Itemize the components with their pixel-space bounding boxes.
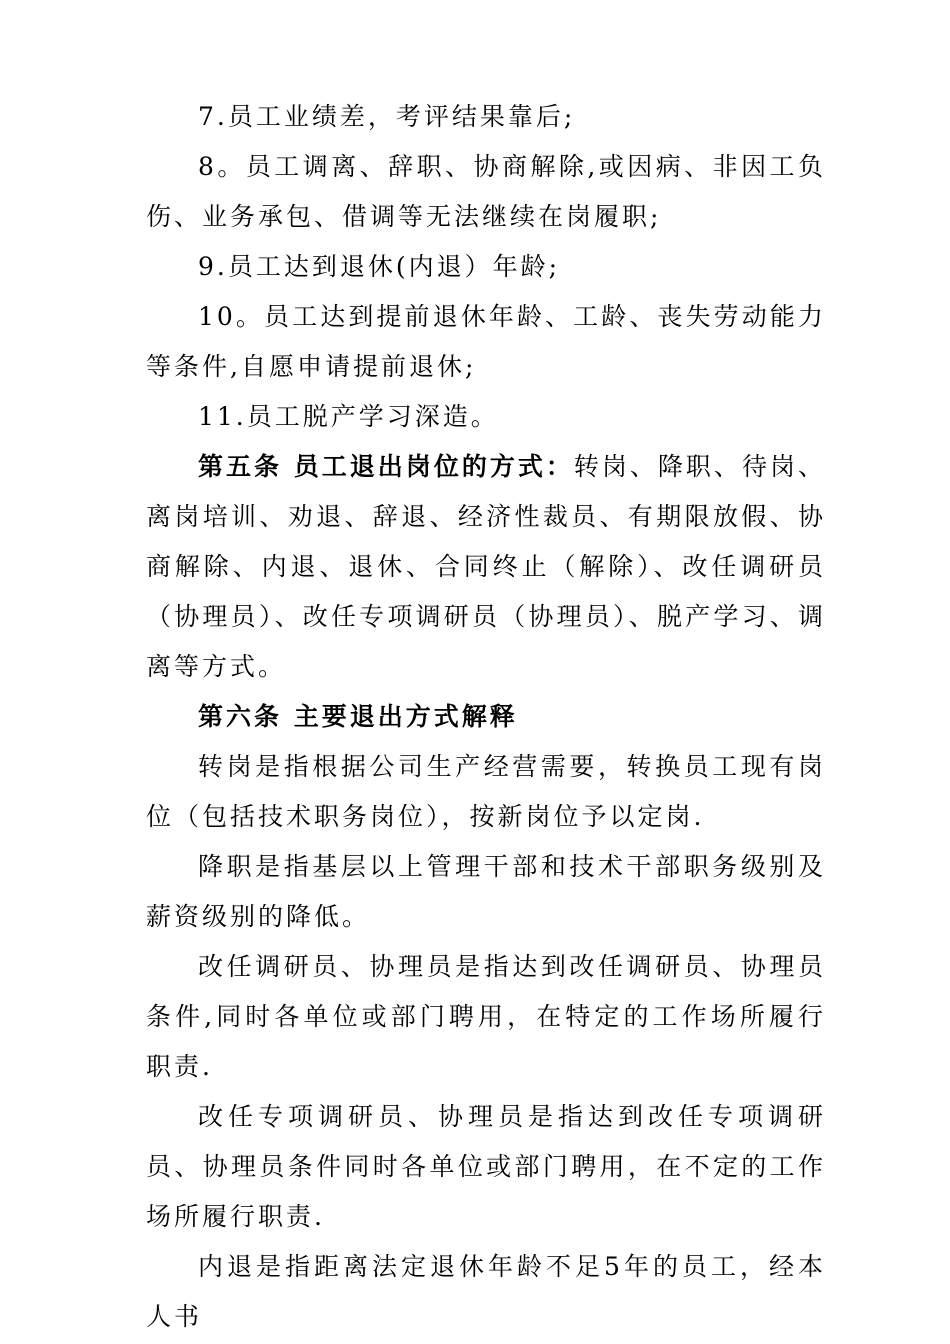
paragraph-text: 10。员工达到提前退休年龄、工龄、丧失劳动能力等条件,自愿申请提前退休; [146,302,826,381]
paragraph-text: 改任专项调研员、协理员是指达到改任专项调研员、协理员条件同时各单位或部门聘用，在不定的工作场所履行职责. [146,1102,826,1231]
paragraph-text: 11.员工脱产学习深造。 [198,402,499,431]
article-5 [146,442,826,692]
paragraph-text: 9.员工达到退休(内退）年龄; [198,252,561,281]
paragraph-text: 内退是指距离法定退休年龄不足5年的员工，经本人书 [146,1252,826,1331]
definition-researcher [146,942,826,1092]
definition-transfer [146,742,826,842]
clause-item-7 [146,92,826,142]
clause-item-11 [146,392,826,442]
paragraph-text: 转岗是指根据公司生产经营需要，转换员工现有岗位（包括技术职务岗位），按新岗位予以定岗. [146,752,826,831]
definition-internal-retirement [146,1242,826,1342]
definition-special-researcher [146,1092,826,1242]
paragraph-text: 7.员工业绩差，考评结果靠后; [198,102,576,131]
paragraph-text: 8。员工调离、辞职、协商解除,或因病、非因工负伤、业务承包、借调等无法继续在岗履职; [146,152,826,231]
document-body [146,92,826,1342]
definition-demotion [146,842,826,942]
clause-item-8 [146,142,826,242]
clause-item-9 [146,242,826,292]
article-5-text: 转岗、降职、待岗、离岗培训、劝退、辞退、经济性裁员、有期限放假、协商解除、内退、退休、合同终止（解除）、改任调研员（协理员）、改任专项调研员（协理员）、脱产学习、调离等方式。 [146,452,826,681]
article-6 [146,692,826,742]
article-5-heading: 第五条 员工退出岗位的方式： [198,452,574,481]
article-6-heading: 第六条 主要退出方式解释 [198,702,518,731]
clause-item-10 [146,292,826,392]
paragraph-text: 改任调研员、协理员是指达到改任调研员、协理员条件,同时各单位或部门聘用，在特定的工作场所履行职责. [146,952,826,1081]
paragraph-text: 降职是指基层以上管理干部和技术干部职务级别及薪资级别的降低。 [146,852,826,931]
